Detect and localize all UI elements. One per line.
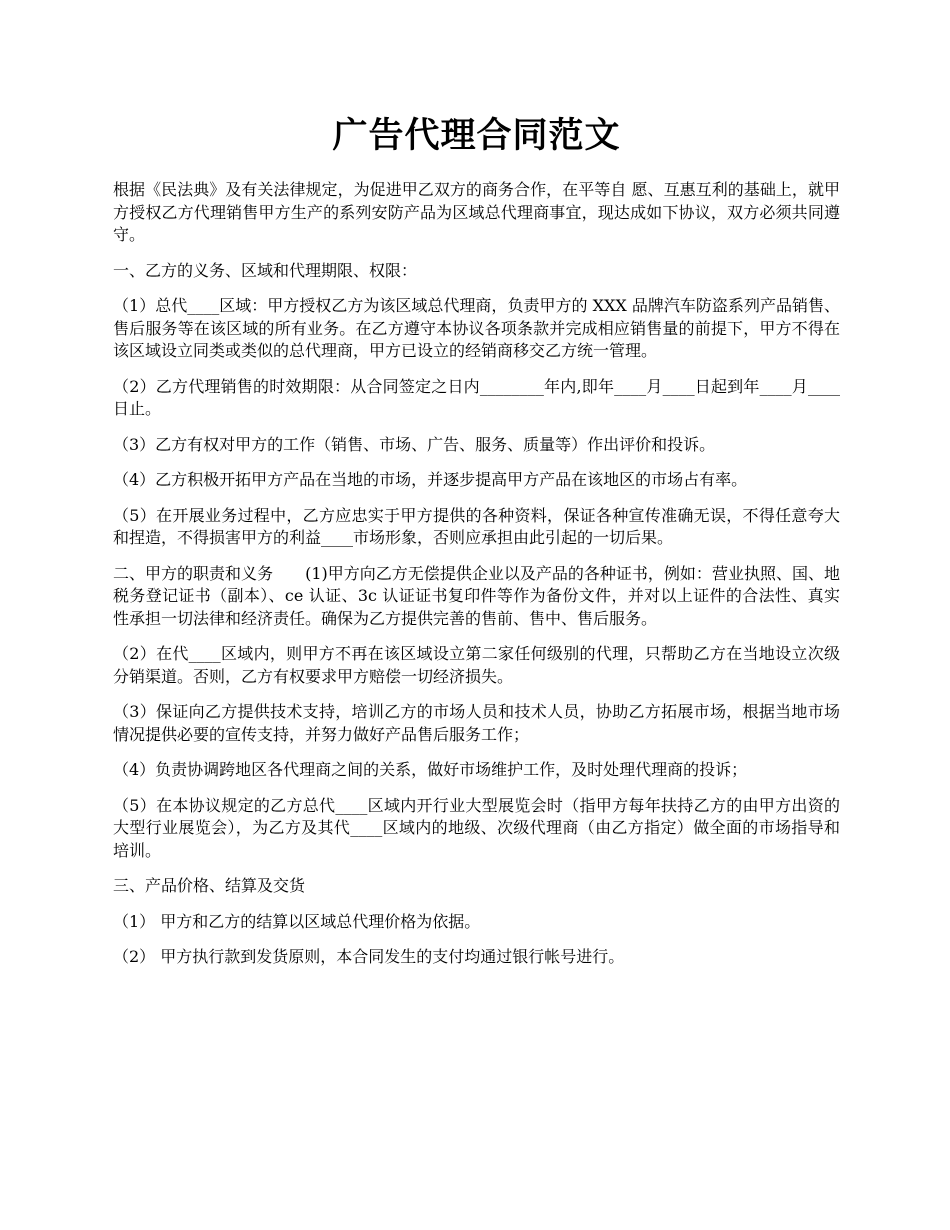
- clause-2-4: （4）负责协调跨地区各代理商之间的关系，做好市场维护工作，及时处理代理商的投诉；: [113, 760, 748, 779]
- clause-2-3: （3）保证向乙方提供技术支持，培训乙方的市场人员和技术人员，协助乙方拓展市场，根据当地市场情况提供必要的宣传支持，并努力做好产品售后服务工作；: [113, 702, 840, 744]
- clause-3-1: （1） 甲方和乙方的结算以区域总代理价格为依据。: [113, 911, 481, 931]
- clause-1-4: （4）乙方积极开拓甲方产品在当地的市场，并逐步提高甲方产品在该地区的市场占有率。: [113, 470, 748, 489]
- clause-3-2: （2） 甲方执行款到发货原则，本合同发生的支付均通过银行帐号进行。: [113, 947, 625, 966]
- clause-1-1: （1）总代____区域：甲方授权乙方为该区域总代理商，负责甲方的 XXX 品牌汽车防盗系列产品销售、售后服务等在该区域的所有业务。在乙方遵守本协议各项条款并完成相应销售量的前提下，甲方不得在该区域设立同类或类似的总代理商，甲方已设立的经销商移交乙方统一管理。: [113, 296, 840, 360]
- clause-1-5: （5）在开展业务过程中，乙方应忠实于甲方提供的各种资料，保证各种宣传准确无误，不得任意夸大和捏造，不得损害甲方的利益____市场形象，否则应承担由此引起的一切后果。: [113, 505, 840, 547]
- clause-1-3: （3）乙方有权对甲方的工作（销售、市场、广告、服务、质量等）作出评价和投诉。: [113, 434, 716, 454]
- section-1-heading: 一、乙方的义务、区域和代理期限、权限：: [113, 260, 418, 280]
- clause-1-2: （2）乙方代理销售的时效期限：从合同签定之日内________年内,即年____月____日起到年____月____日止。: [113, 376, 840, 418]
- clause-2-2: （2）在代____区域内，则甲方不再在该区域设立第二家任何级别的代理，只帮助乙方在当地设立次级分销渠道。否则，乙方有权要求甲方赔偿一切经济损失。: [113, 644, 840, 686]
- document-title: 广告代理合同范文: [332, 115, 621, 156]
- document-body: [113, 179, 840, 982]
- section-2-clause-1: 二、甲方的职责和义务 (1)甲方向乙方无偿提供企业以及产品的各种证书，例如：营业执照、国、地税务登记证书（副本）、ce 认证、3c 认证证书复印件等作为备份文件，并对以上证件的合法性、真实性承担一切法律和经济责任。确保为乙方提供完善的售前、售中、售后服务。: [113, 563, 840, 628]
- clause-2-5: （5）在本协议规定的乙方总代____区域内开行业大型展览会时（指甲方每年扶持乙方的由甲方出资的大型行业展览会），为乙方及其代____区域内的地级、次级代理商（由乙方指定）做全面的市场指导和培训。: [113, 795, 840, 860]
- intro-paragraph: 根据《民法典》及有关法律规定，为促进甲乙双方的商务合作，在平等自 愿、互惠互利的基础上，就甲方授权乙方代理销售甲方生产的系列安防产品为区域总代理商事宜，现达成如下协议，双方必须共同遵守。: [113, 180, 840, 244]
- section-3-heading: 三、产品价格、结算及交货: [113, 876, 306, 895]
